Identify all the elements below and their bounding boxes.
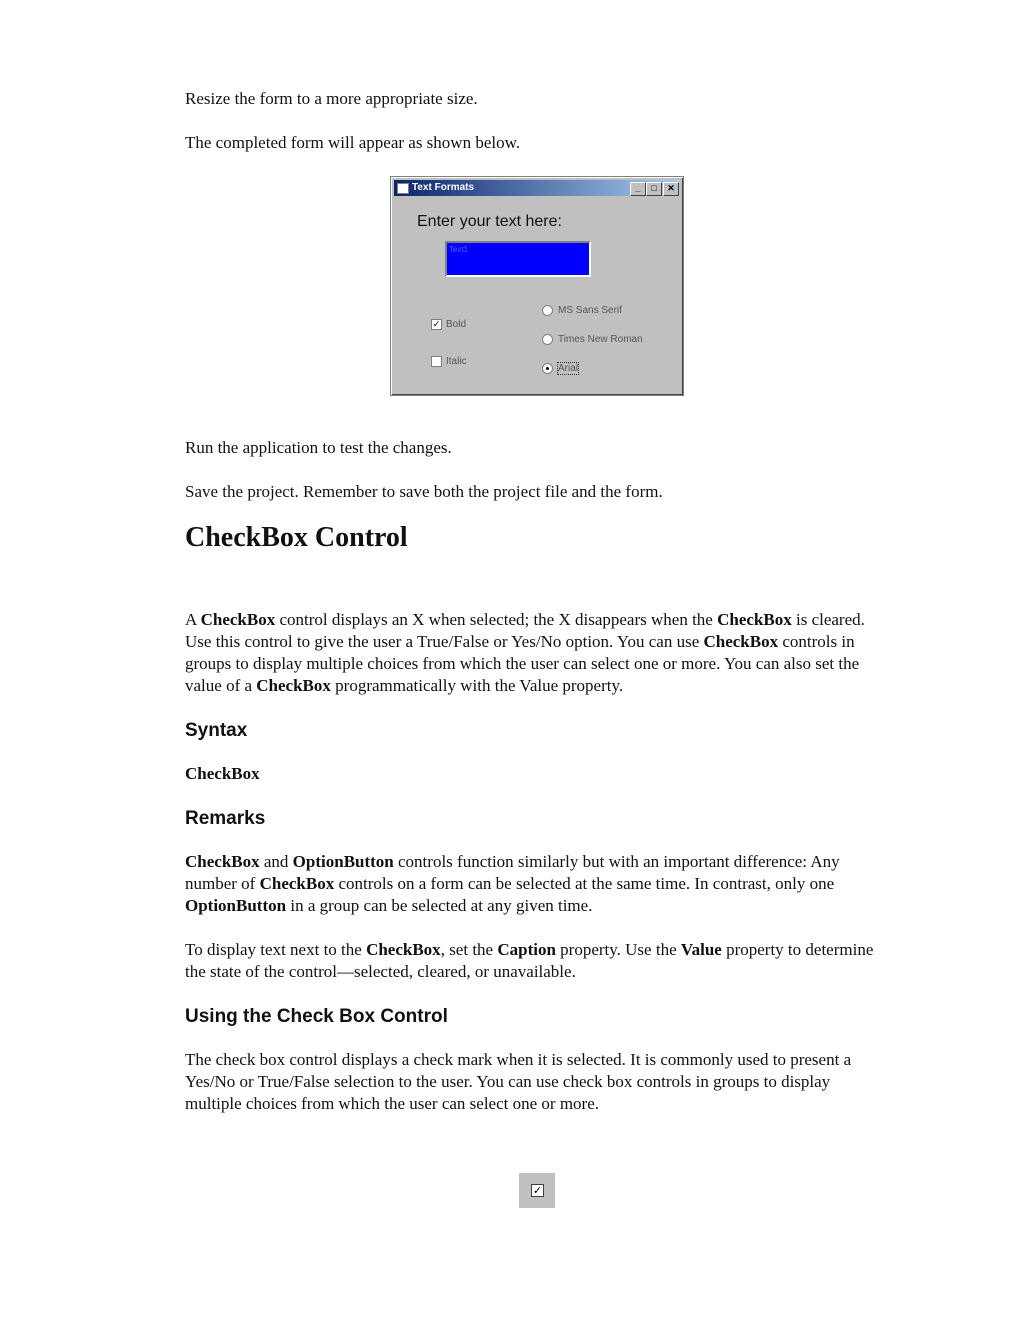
radio-off-icon	[542, 334, 553, 345]
form-option-ms-sans-label: MS Sans Serif	[558, 305, 622, 317]
syntax-value: CheckBox	[185, 764, 260, 783]
form-check-italic-label: Italic	[446, 356, 467, 368]
form-app-icon	[397, 183, 409, 194]
minimize-icon: _	[630, 182, 646, 196]
using-paragraph: The check box control displays a check mark when it is selected. It is commonly used to present a Yes/No or True/False selection to the user. You can use check box controls in groups to display multiple choices from which the user can select one or more.	[185, 1050, 852, 1113]
form-textbox-value: Text1	[449, 245, 469, 254]
form-textbox	[445, 241, 591, 277]
syntax-heading: Syntax	[185, 720, 248, 741]
form-option-times-label: Times New Roman	[558, 334, 643, 346]
form-option-arial-label: Arial	[558, 363, 579, 375]
form-check-bold	[431, 319, 466, 330]
unchecked-box-icon	[431, 356, 442, 367]
checkbox-sample-image	[519, 1173, 555, 1208]
form-option-times	[542, 334, 643, 345]
text-formats-form-screenshot	[390, 176, 684, 396]
form-option-ms-sans-serif	[542, 305, 622, 316]
document-body-continued	[185, 437, 885, 1115]
checked-box-icon: ✓	[432, 319, 441, 329]
radio-on-icon	[542, 363, 553, 374]
close-icon: ✕	[663, 182, 679, 196]
form-titlebar	[394, 180, 680, 196]
checkbox-description: A CheckBox control displays an X when selected; the X disappears when the CheckBox is cleared. Use this control to give the user a True/False or Yes/No option. You can use CheckBox controls in groups to display multiple choices from which the user can select one or more. You can also set the value of a CheckBox programmatically with the Value property.	[185, 610, 865, 695]
intro-line-2: The completed form will appear as shown below.	[185, 133, 521, 152]
using-heading: Using the Check Box Control	[185, 1006, 448, 1027]
maximize-icon: □	[646, 182, 662, 196]
save-instruction: Save the project. Remember to save both the project file and the form.	[185, 482, 663, 501]
form-check-italic	[431, 356, 467, 367]
run-instruction: Run the application to test the changes.	[185, 438, 452, 457]
form-prompt-label: Enter your text here:	[417, 213, 562, 230]
radio-off-icon	[542, 305, 553, 316]
remarks-paragraph-2: To display text next to the CheckBox, set the Caption property. Use the Value property to determine the state of the control—selected, cleared, or unavailable.	[185, 940, 874, 981]
checkbox-checked-icon: ✓	[532, 1184, 543, 1197]
form-option-arial	[542, 363, 578, 374]
form-check-bold-label: Bold	[446, 319, 467, 331]
remarks-paragraph-1: CheckBox and OptionButton controls function similarly but with an important difference: Any number of CheckBox controls on a form can be selected at the same time. In contrast, only one OptionButton in a group can be selected at any given time.	[185, 852, 840, 915]
intro-line-1: Resize the form to a more appropriate size.	[185, 89, 478, 108]
document-body	[185, 88, 885, 154]
remarks-heading: Remarks	[185, 808, 266, 829]
section-title: CheckBox Control	[185, 522, 408, 553]
form-title: Text Formats	[412, 182, 475, 193]
